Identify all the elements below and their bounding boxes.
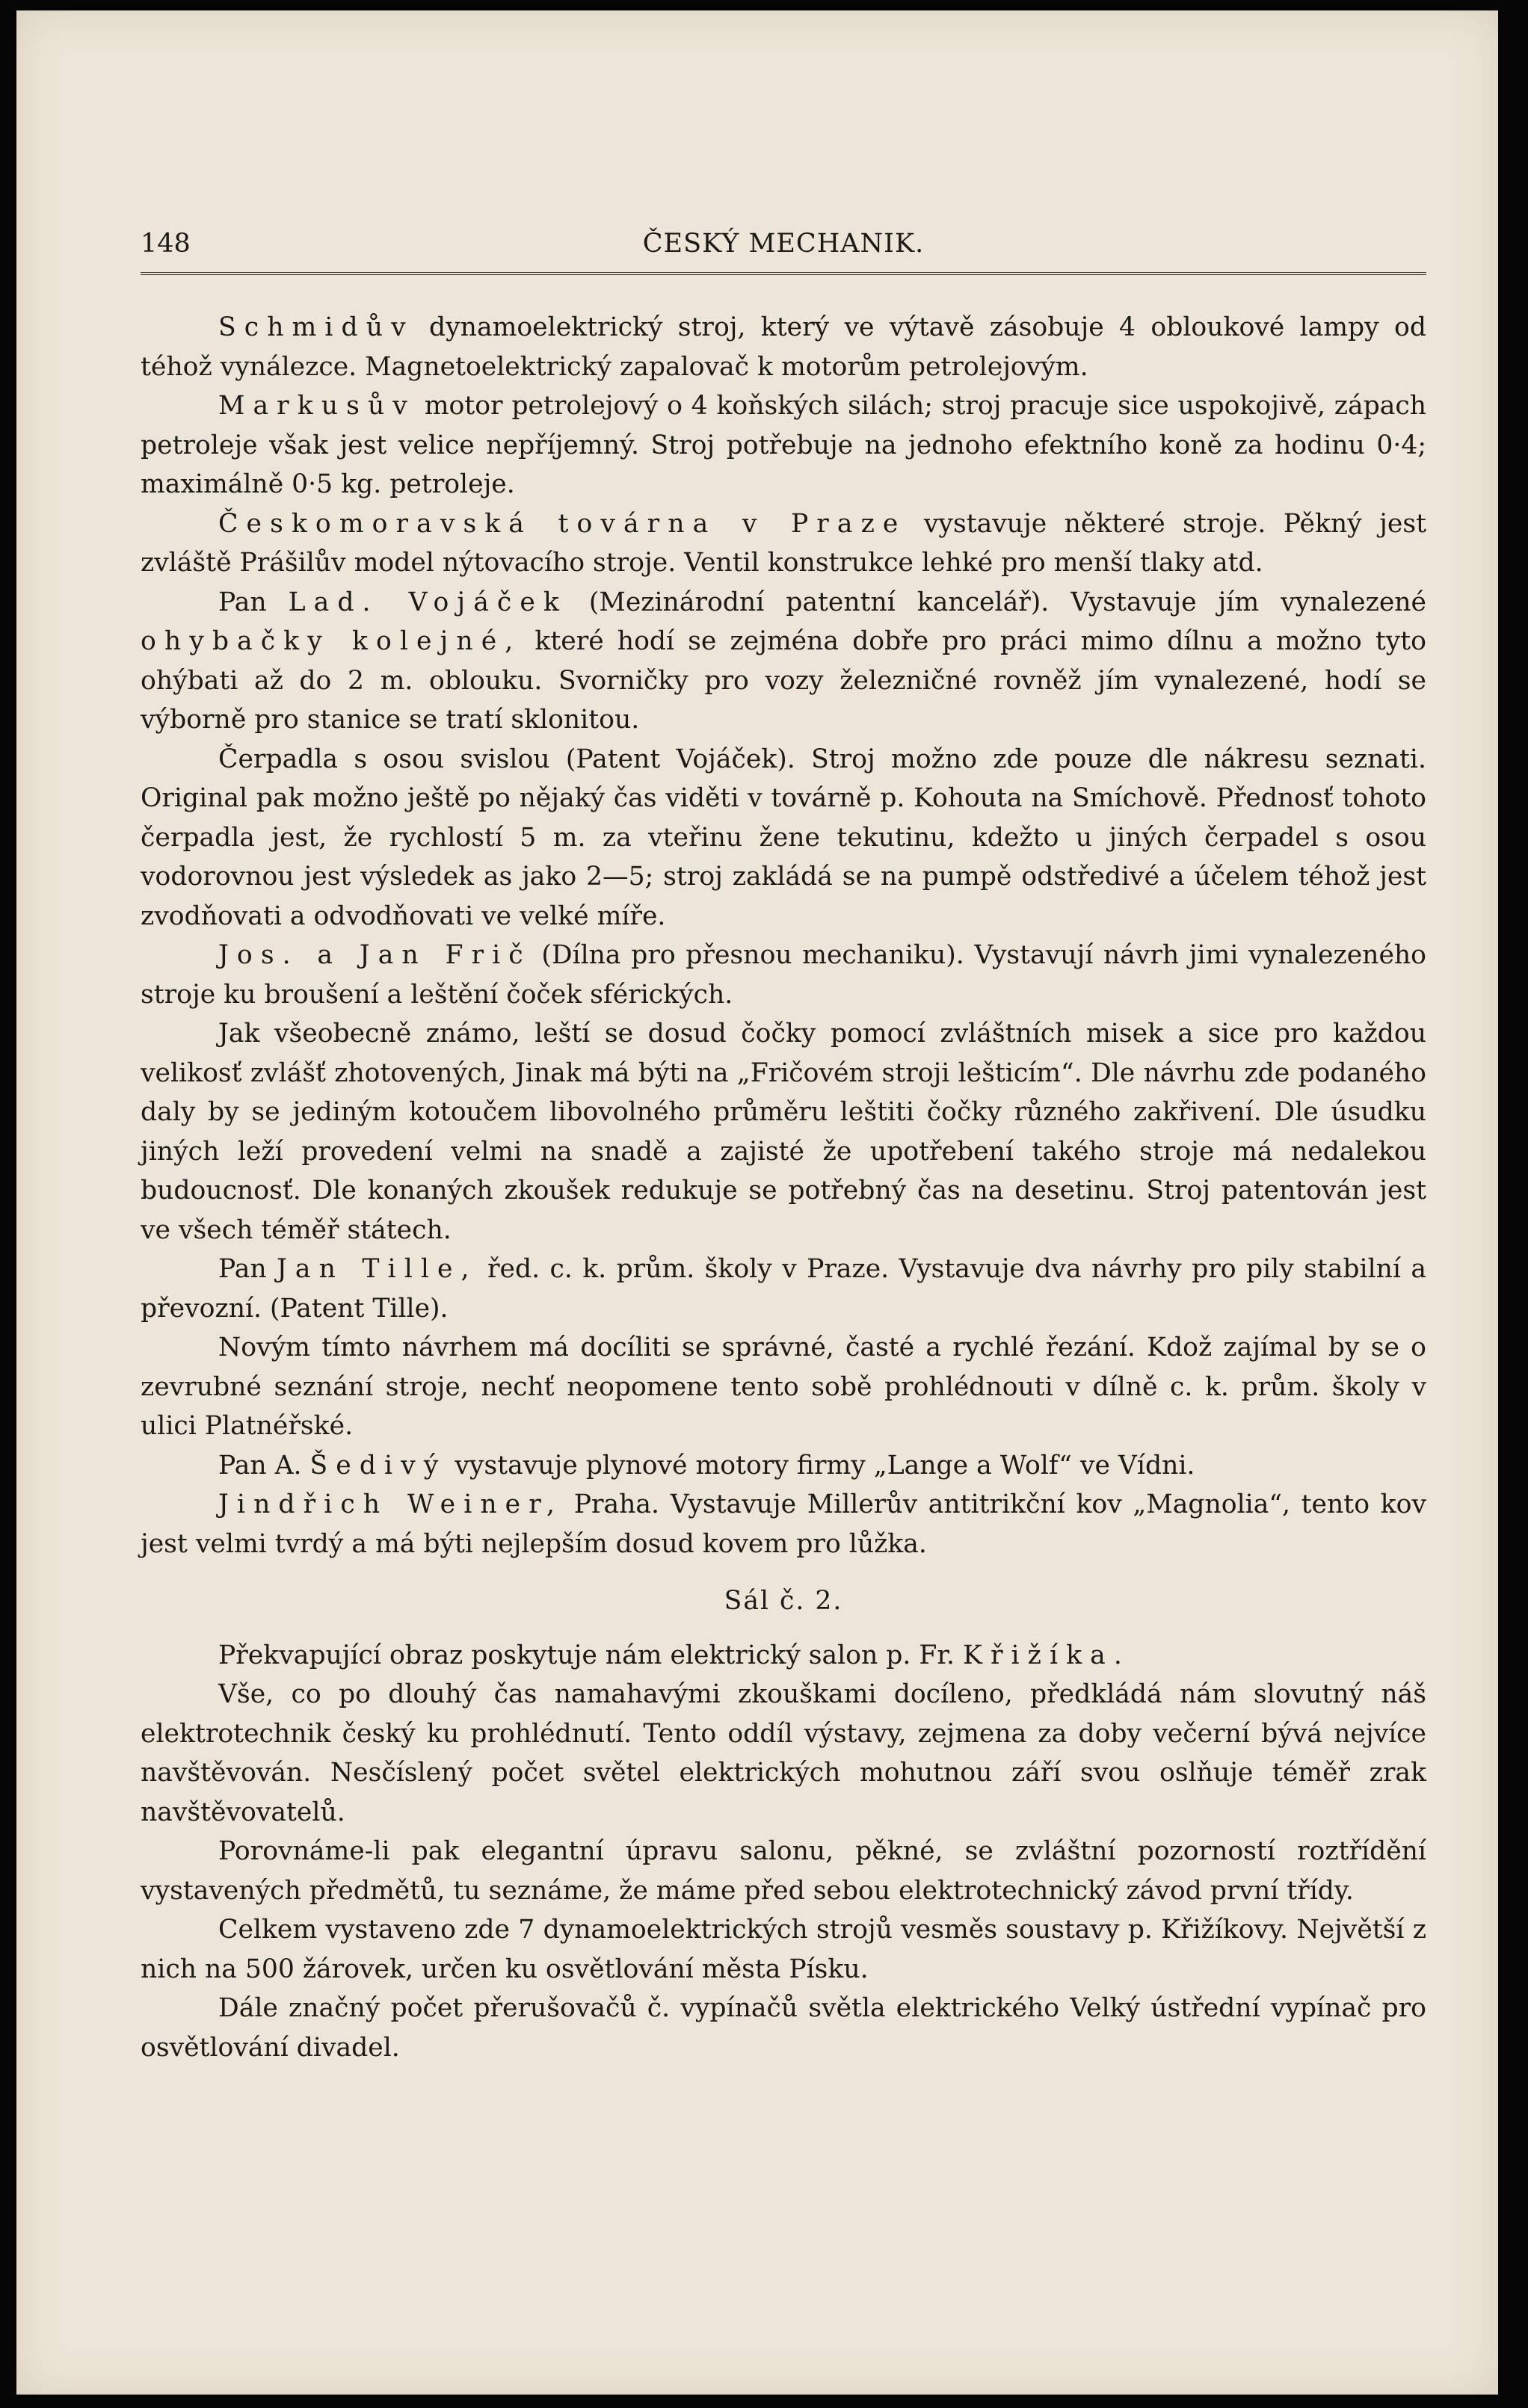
paragraph-text: (Mezinárodní patentní kancelář). Vystavuje jím vynalezené [567,587,1427,617]
spaced-name: Jindřich Weiner, [218,1489,564,1519]
spaced-name: Jos. a Jan Frič [218,940,532,970]
page-body [141,308,1426,2067]
paragraph-cocky [141,1014,1426,1250]
paragraph-salon [141,1832,1426,1910]
paragraph-weiner [141,1485,1426,1563]
paragraph-text: vystavuje některé stroje. Pěkný jest zvláště Prášilův model nýtovacího stroje. Ventil konstrukce lehké pro menší tlaky atd. [141,508,1427,578]
paragraph-pily [141,1328,1426,1446]
header-divider [141,272,1426,275]
paragraph-text: Celkem vystaveno zde 7 dynamoelektrických strojů vesměs soustavy p. Křižíkovy. Největší z nich na 500 žárovek, určen ku osvětlování města Písku. [141,1915,1426,1984]
paragraph-text: Čerpadla s osou svislou (Patent Vojáček). Stroj možno zde pouze dle nákresu seznati. Original pak možno ještě po nějaký čas viděti v továrně p. Kohouta na Smíchově. Přednosť tohoto čerpadla jest, že rychlostí 5 m. za vteřinu žene tekutinu, kdežto u jiných čerpadel s osou vodorovnou jest výsledek as jako 2—5; stroj zakládá se na pumpě odstředivé a účelem téhož jest zvodňovati a odvodňovati ve velké míře. [141,744,1426,931]
paragraph-krizik [141,1636,1426,1676]
paragraph-text: (Dílna pro přesnou mechaniku). Vystavují návrh jimi vynalezeného stroje ku broušení a leštění čoček sférických. [141,940,1426,1010]
spaced-name: Schmidův [218,312,414,342]
paragraph-tille [141,1250,1426,1328]
spaced-name: Křižíka [963,1640,1114,1670]
spaced-name: Šedivý [309,1450,447,1481]
running-title: ČESKÝ MECHANIK. [642,229,925,259]
spaced-name: ohybačky kolejné, [141,626,522,656]
paragraph-dynamo [141,1910,1426,1989]
paragraph-fric [141,936,1426,1014]
paragraph-text: . [1113,1640,1122,1670]
paragraph-prefix: Pan A. [218,1450,310,1481]
paragraph-text: které hodí se zejména dobře pro práci mimo dílnu a možno tyto ohýbati až do 2 m. oblouku. Svorničky pro vozy železničné rovněž jím vynalezené, hodí se výborně pro stanice se tratí sklonitou. [141,626,1426,735]
paragraph-ceskomoravska [141,504,1426,583]
paragraph-text: Novým tímto návrhem má docíliti se správné, časté a rychlé řezání. Kdož zajímal by se o zevrubné seznání stroje, nechť neopomene tento sobě prohlédnouti v dílně c. k. prům. školy v ulici Platnéřské. [141,1333,1426,1441]
paragraph-text: řed. c. k. prům. školy v Praze. Vystavuje dva návrhy pro pily stabilní a převozní. (Patent Tille). [141,1254,1427,1324]
paragraph-text: Vše, co po dlouhý čas namahavými zkouškami docíleno, předkládá nám slovutný náš elektrotechnik český ku prohlédnutí. Tento oddíl výstavy, zejmena za doby večerní bývá nejvíce navštěvován. Nesčíslený počet světel elektrických mohutnou září svou oslňuje téměř zrak navštěvovatelů. [141,1679,1426,1827]
book-page [16,10,1498,2395]
section-heading: Sál č. 2. [724,1586,843,1616]
paragraph-schmid [141,308,1426,386]
paragraph-text: Dále značný počet přerušovačů č. vypínačů světla elektrického Velký ústřední vypínač pro osvětlování divadel. [141,1993,1426,2063]
paragraph-text: vystavuje plynové motory firmy „Lange a Wolf“ ve Vídni. [446,1450,1195,1481]
paragraph-text: dynamoelektrický stroj, který ve výtavě zásobuje 4 obloukové lampy od téhož vynálezce. Magnetoelektrický zapalovač k motorům petrolejovým. [141,312,1426,382]
page-header [141,229,1426,263]
spaced-name: Lad. Vojáček [288,587,567,617]
paragraph-text: Praha. Vystavuje Millerův antitrikční kov „Magnolia“, tento kov jest velmi tvrdý a má býti nejlepším dosud kovem pro lůžka. [141,1489,1426,1559]
paragraph-prefix: Pan [218,1254,277,1284]
paragraph-text: Jak všeobecně známo, leští se dosud čočky pomocí zvláštních misek a sice pro každou velikosť zvlášť zhotovených, Jinak má býti na „Fričovém stroji lešticím“. Dle návrhu zde podaného daly by se jediným kotoučem libovolného průměru leštiti čočky různého zakřivení. Dle úsudku jiných leží provedení velmi na snadě a zajisté že upotřebení takého stroje má nedalekou budoucnosť. Dle konaných zkoušek redukuje se potřebný čas na desetinu. Stroj patentován jest ve všech téměř státech. [141,1019,1426,1245]
paragraph-cerpadla [141,740,1426,936]
paragraph-text: motor petrolejový o 4 koňských silách; stroj pracuje sice uspokojivě, zápach petroleje však jest velice nepříjemný. Stroj potřebuje na jednoho efektního koně za hodinu 0·4; maximálně 0·5 kg. petroleje. [141,391,1426,499]
paragraph-markus [141,386,1426,504]
paragraph-sedivy [141,1446,1426,1486]
paragraph-vse [141,1675,1426,1832]
paragraph-prefix: Překvapující obraz poskytuje nám elektrický salon p. Fr. [218,1640,964,1670]
spaced-name: Jan Tille, [277,1254,478,1284]
spaced-name: Markusův [218,391,416,421]
spaced-name: Českomoravská továrna v Praze [218,508,907,539]
page-number: 148 [141,229,191,259]
paragraph-vojacek [141,583,1426,740]
paragraph-text: Porovnáme-li pak elegantní úpravu salonu, pěkné, se zvláštní pozorností roztřídění vystavených předmětů, tu seznáme, že máme před sebou elektrotechnický závod první třídy. [141,1836,1426,1906]
paragraph-vypinac [141,1989,1426,2067]
paragraph-prefix: Pan [218,587,289,617]
